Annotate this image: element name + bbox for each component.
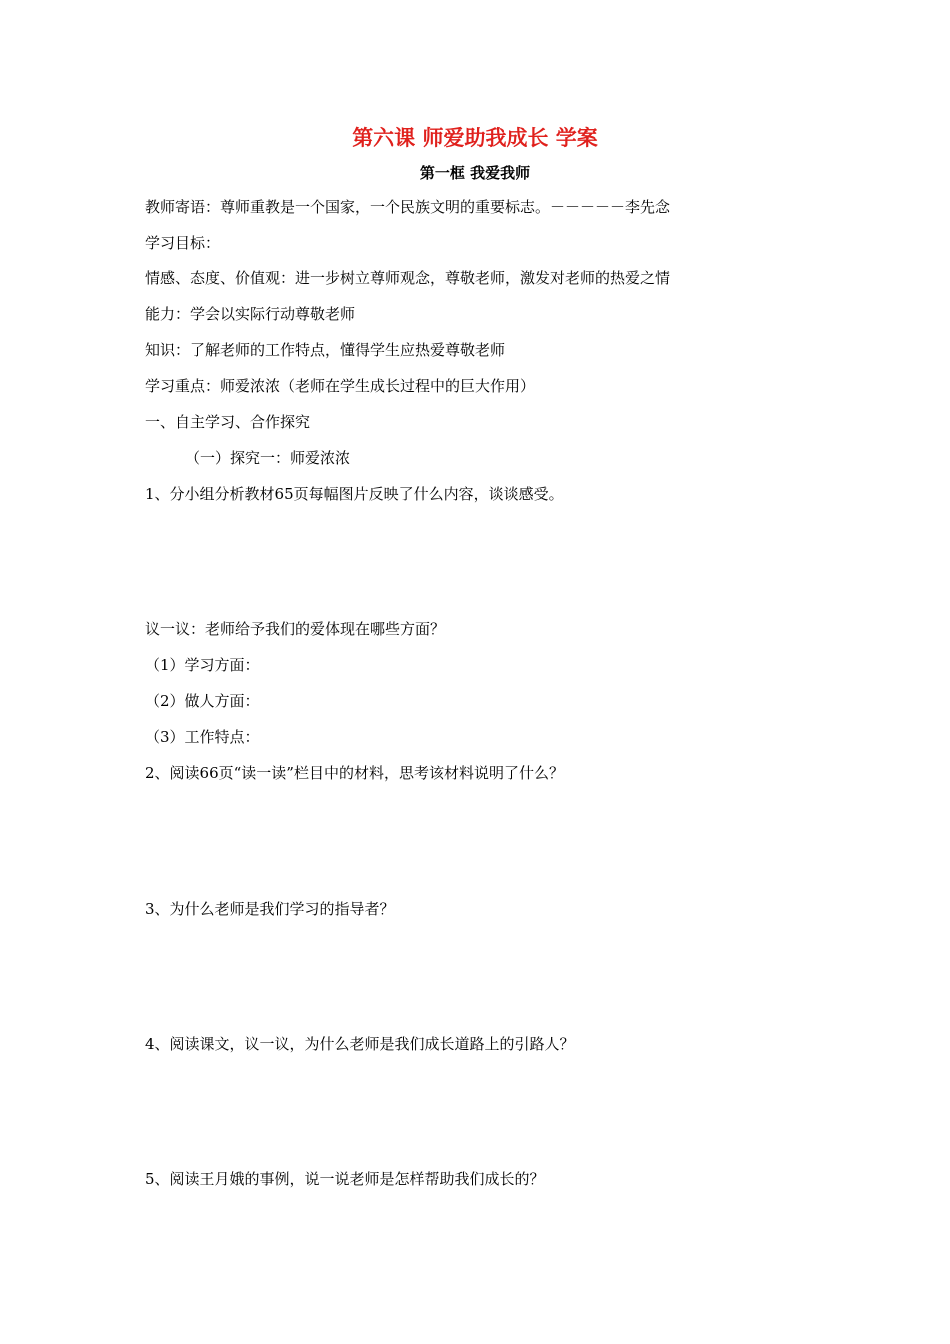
question-4: 4、阅读课文，议一议，为什么老师是我们成长道路上的引路人？ xyxy=(145,1035,575,1053)
subsection-heading: （一）探究一：师爱浓浓 xyxy=(185,449,351,467)
discussion-item-3: （3）工作特点： xyxy=(145,728,260,746)
discussion-prompt: 议一议：老师给予我们的爱体现在哪些方面？ xyxy=(145,620,446,638)
objective-knowledge: 知识：了解老师的工作特点，懂得学生应热爱尊敬老师 xyxy=(145,341,506,359)
section-heading: 一、自主学习、合作探究 xyxy=(145,413,311,431)
objectives-heading: 学习目标： xyxy=(145,234,221,252)
question-3: 3、为什么老师是我们学习的指导者？ xyxy=(145,900,395,918)
document-subtitle: 第一框 我爱我师 xyxy=(419,164,531,182)
objective-ability: 能力：学会以实际行动尊敬老师 xyxy=(145,305,356,323)
learning-focus: 学习重点：师爱浓浓（老师在学生成长过程中的巨大作用） xyxy=(145,377,536,395)
discussion-item-2: （2）做人方面： xyxy=(145,692,260,710)
question-1: 1、分小组分析教材65页每幅图片反映了什么内容，谈谈感受。 xyxy=(145,485,564,503)
document-title: 第六课 师爱助我成长 学案 xyxy=(352,126,598,150)
discussion-item-1: （1）学习方面： xyxy=(145,656,260,674)
question-5: 5、阅读王月娥的事例，说一说老师是怎样帮助我们成长的？ xyxy=(145,1170,545,1188)
question-2: 2、阅读66页“读一读”栏目中的材料，思考该材料说明了什么？ xyxy=(145,764,564,782)
teacher-message: 教师寄语：尊师重教是一个国家，一个民族文明的重要标志。－－－－－李先念 xyxy=(145,198,671,216)
objective-emotion: 情感、态度、价值观：进一步树立尊师观念，尊敬老师，激发对老师的热爱之情 xyxy=(145,269,671,287)
